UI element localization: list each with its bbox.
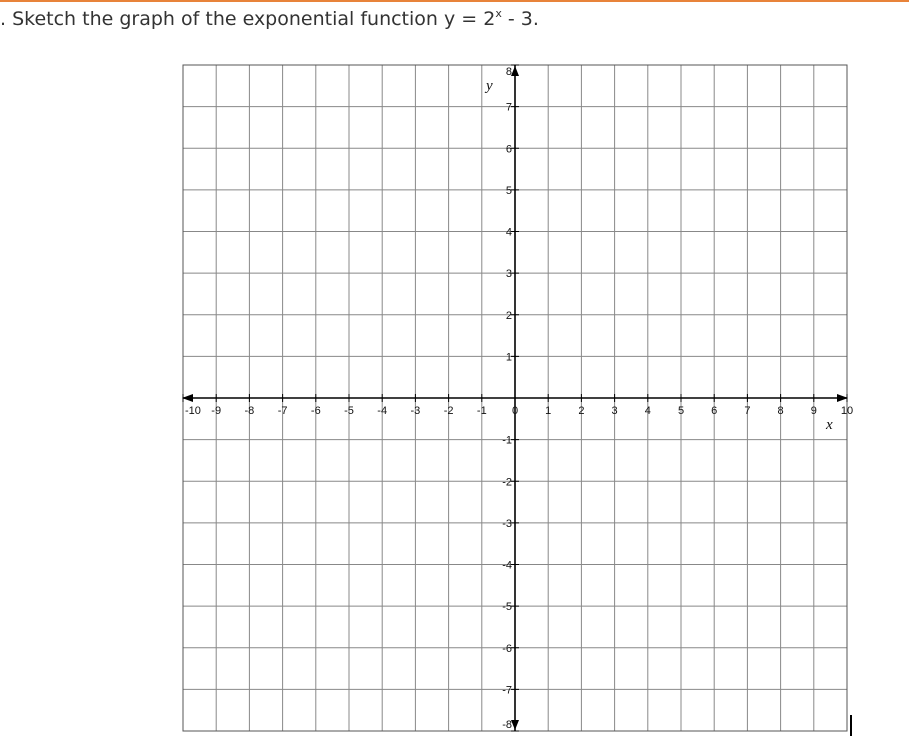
x-tick-label: -8 xyxy=(244,405,255,417)
x-tick-label: -5 xyxy=(344,405,354,417)
y-tick-label: -3 xyxy=(502,517,512,530)
y-tick-label: 7 xyxy=(505,101,512,114)
y-tick-label: -1 xyxy=(502,434,512,447)
x-axis-right-arrow-icon xyxy=(837,394,848,402)
x-tick-label: 1 xyxy=(545,405,552,417)
y-tick-label: 4 xyxy=(505,226,512,239)
y-axis-up-arrow-icon xyxy=(511,66,519,76)
question-exponent: x xyxy=(495,7,502,20)
y-tick-label: -6 xyxy=(502,642,512,655)
x-tick-label: 6 xyxy=(711,405,718,417)
x-tick-label: 4 xyxy=(644,405,651,417)
question-suffix: - 3. xyxy=(501,8,539,30)
question-prefix: . Sketch the graph of the exponential function y = 2 xyxy=(0,8,496,30)
y-axis-down-arrow-icon xyxy=(511,720,519,730)
y-tick-label: -8 xyxy=(502,719,512,731)
y-tick-label: -7 xyxy=(502,684,512,697)
x-axis-label: x xyxy=(826,417,833,433)
y-tick-label: 8 xyxy=(505,66,512,78)
y-axis-label: y xyxy=(486,78,493,94)
y-tick-label: 6 xyxy=(505,143,512,156)
x-tick-label: 7 xyxy=(744,405,751,417)
x-tick-label: -7 xyxy=(277,405,288,417)
x-tick-label: -2 xyxy=(443,405,454,417)
y-tick-label: -2 xyxy=(502,476,512,489)
x-tick-label: -9 xyxy=(211,405,222,417)
x-tick-label: 8 xyxy=(777,405,784,417)
x-tick-label: -10 xyxy=(185,405,201,417)
x-tick-label: -1 xyxy=(476,405,487,417)
x-tick-label: -3 xyxy=(410,405,421,417)
x-tick-label: 5 xyxy=(677,405,685,417)
text-cursor xyxy=(850,715,852,736)
x-tick-label: 9 xyxy=(810,405,817,417)
y-tick-label: 1 xyxy=(505,351,512,364)
y-tick-label: -5 xyxy=(502,601,512,614)
x-tick-label: 2 xyxy=(578,405,585,417)
y-tick-label: -4 xyxy=(502,559,512,572)
x-tick-label: -6 xyxy=(310,405,321,417)
y-tick-label: 5 xyxy=(505,184,512,197)
x-axis-left-arrow-icon xyxy=(182,394,193,402)
x-tick-label: 10 xyxy=(840,405,854,417)
x-tick-label: 3 xyxy=(611,405,618,417)
x-tick-label: 0 xyxy=(511,405,519,417)
x-tick-label: -4 xyxy=(377,405,388,417)
y-tick-label: 2 xyxy=(505,309,512,322)
y-tick-label: 3 xyxy=(505,268,512,281)
